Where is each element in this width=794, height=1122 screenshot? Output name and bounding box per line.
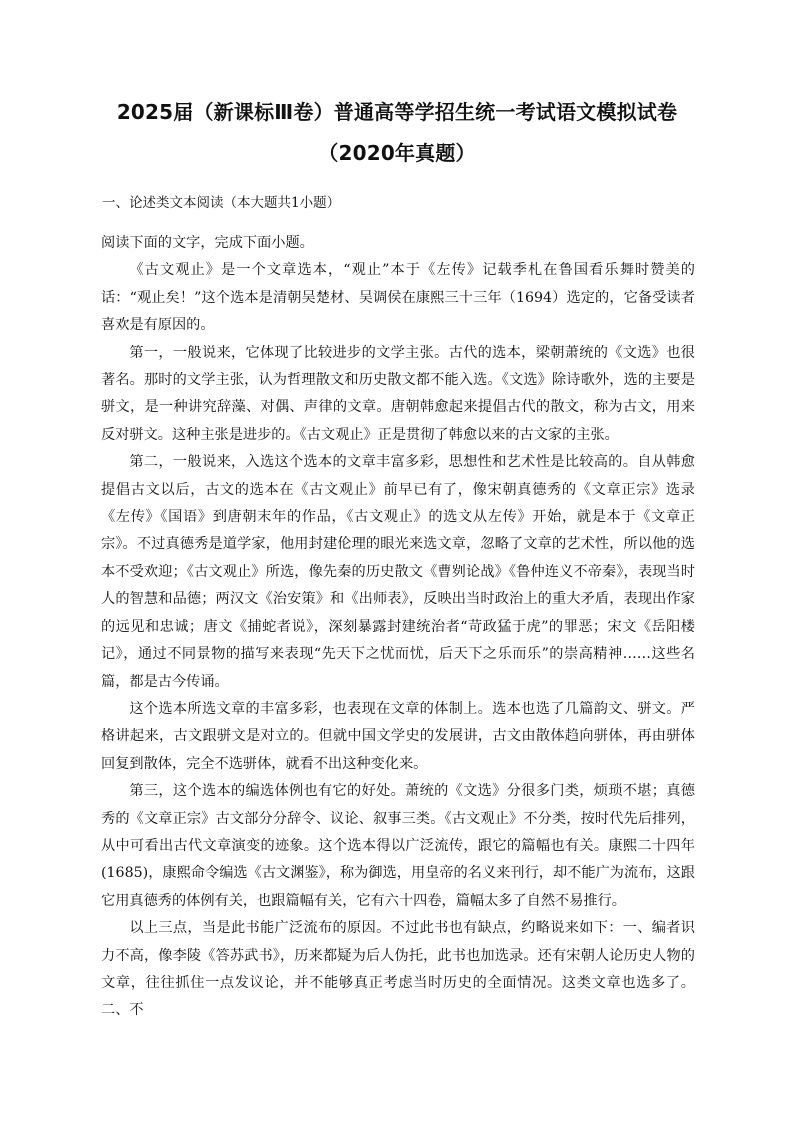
passage-paragraph-1: 《古文观止》是一个文章选本，“观止”本于《左传》记载季札在鲁国看乐舞时赞美的话：“观止矣！”这个选本是清朝吴楚材、吴调侯在康熙三十三年（1694）选定的，它备受读者喜欢是有原因的。 bbox=[101, 262, 695, 334]
passage-paragraph-2: 第一，一般说来，它体现了比较进步的文学主张。古代的选本，梁朝萧统的《文选》也很著名。那时的文学主张，认为哲理散文和历史散文都不能入选。《文选》除诗歌外，选的主要是骈文，是一种讲究辞藻、对偶、声律的文章。唐朝韩愈起来提倡古代的散文，称为古文，用来反对骈文。这种主张是进步的。《古文观止》正是贯彻了韩愈以来的古文家的主张。 bbox=[101, 344, 695, 443]
passage-paragraph-3: 第二，一般说来，入选这个选本的文章丰富多彩，思想性和艺术性是比较高的。自从韩愈提倡古文以后，古文的选本在《古文观止》前早已有了，像宋朝真德秀的《文章正宗》选录《左传》《国语》到唐朝末年的作品，《古文观止》的选文从左传》开始，就是本于《文章正宗》。不过真德秀是道学家，他用封建伦理的眼光来选文章，忽略了文章的艺术性，所以他的选本不受欢迎；《古文观止》所选，像先秦的历史散文《曹刿论战》《鲁仲连义不帝秦》，表现当时人的智慧和品德；两汉文《治安策》和《出师表》，反映出当时政治上的重大矛盾，表现出作家的远见和忠诚；唐文《捕蛇者说》，深刻暴露封建统治者“苛政猛于虎”的罪恶；宋文《岳阳楼记》，通过不同景物的描写来表现“先天下之忧而忧，后天下之乐而乐”的崇高精神……这些名篇，都是古今传诵。 bbox=[101, 454, 695, 690]
passage-paragraph-4: 这个选本所选文章的丰富多彩，也表现在文章的体制上。选本也选了几篇韵文、骈文。严格讲起来，古文跟骈文是对立的。但就中国文学史的发展讲，古文由散体趋向骈体，再由骈体回复到散体，完全不选骈体，就看不出这种变化来。 bbox=[101, 700, 695, 772]
passage-paragraph-5: 第三，这个选本的编选体例也有它的好处。萧统的《文选》分很多门类，烦琐不堪；真德秀的《文章正宗》古文部分分辞令、议论、叙事三类。《古文观止》不分类，按时代先后排列，从中可看出古代文章演变的迹象。这个选本得以广泛流传，跟它的篇幅也有关。康熙二十四年(1685)，康熙命令编选《古文渊鉴》，称为御选，用皇帝的名义来刊行，却不能广为流布，这跟它用真德秀的体例有关，也跟篇幅有关，它有六十四卷，篇幅太多了自然不易推行。 bbox=[101, 783, 695, 909]
exam-subtitle: （2020年真题） bbox=[318, 141, 476, 165]
section-heading: 一、论述类文本阅读（本大题共1小题） bbox=[102, 195, 341, 211]
instruction-text: 阅读下面的文字，完成下面小题。 bbox=[101, 235, 314, 251]
reading-passage bbox=[101, 230, 695, 1025]
exam-title: 2025届（新课标Ⅲ卷）普通高等学招生统一考试语文模拟试卷 bbox=[116, 100, 678, 124]
passage-paragraph-6: 以上三点，当是此书能广泛流布的原因。不过此书也有缺点，约略说来如下：一、编者识力不高，像李陵《答苏武书》，历来都疑为后人伪托，此书也加选录。还有宋朝人论历史人物的文章，往往抓住一点发议论，并不能够真正考虑当时历史的全面情况。这类文章也选多了。二、不 bbox=[101, 920, 695, 1019]
